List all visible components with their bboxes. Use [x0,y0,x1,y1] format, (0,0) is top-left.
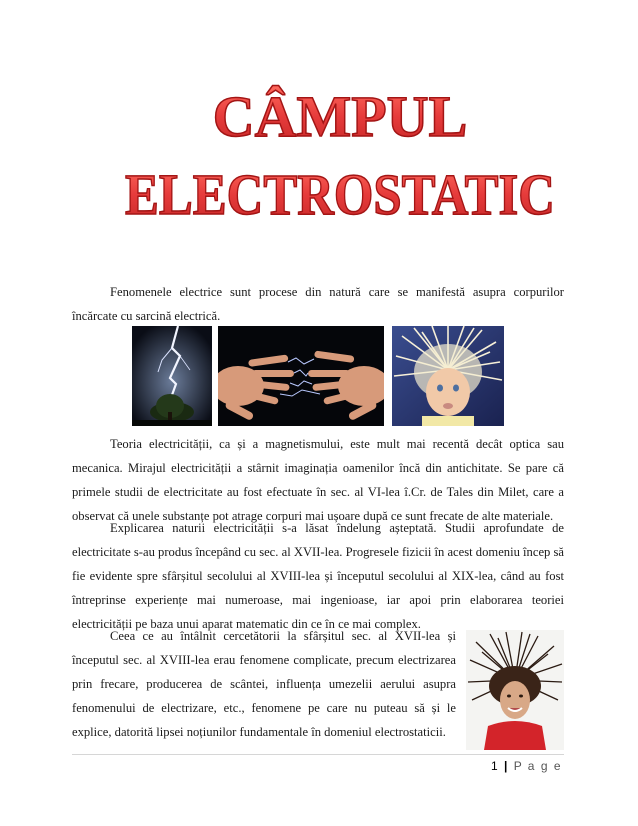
title-line-2: ELECTROSTATIC [125,162,555,227]
page-number: 1 [490,759,500,773]
title-line-1: CÂMPUL [212,84,468,149]
page-footer [491,759,562,773]
paragraph-2: Teoria electricității, ca și a magnetismului, este mult mai recentă decât optica sau mecanica. Mirajul electricității a stârnit imaginația oamenilor încă din antichitate. Se pare că primele studii de electricitate au fost efectuate în sec. al VI-lea î.Cr. de Tales din Milet, care a observat că unele substanțe pot atrage corpuri mai ușoare după ce sunt frecate de alte materiale. [72,437,564,523]
lightning-tree-photo [132,326,212,426]
paragraph-1: Fenomenele electrice sunt procese din natură care se manifestă asupra corpurilor încărcate cu sarcină electrică. [72,285,564,323]
page-label: P a g e [513,759,562,773]
paragraph-3: Explicarea naturii electricității s-a lăsat îndelung așteptată. Studii aprofundate de electricitate s-au produs începând cu sec. al XVII-lea. Progresele fizicii în acest domeniu încep să fie evidente spre sfârșitul secolului al XVIII-lea și începutul secolului al XIX-lea, când au fost întreprinse experiențe mai numeroase, mai ingenioase, iar apoi prin elaborarea teoriei electricității pe baza unui aparat matematic din ce în ce mai complex. [72,521,564,631]
static-hair-girl-photo [466,630,564,750]
footer-divider [72,754,564,755]
document-title [0,78,638,228]
hands-spark-photo [218,326,384,426]
static-hair-child-photo [392,326,504,426]
footer-separator: | [503,759,509,773]
paragraph-4: Ceea ce au întâlnit cercetătorii la sfârșitul sec. al XVII-lea și începutul sec. al XVIII-lea erau fenomene complicate, precum electrizarea prin frecare, producerea de scântei, influența umezelii aerului asupra fenomenului de electrizare, etc., fenomene pe care nu puteau să și le explice, datorită lipsei noțiunilor fundamentale în domeniul electrostaticii. [72,629,456,739]
